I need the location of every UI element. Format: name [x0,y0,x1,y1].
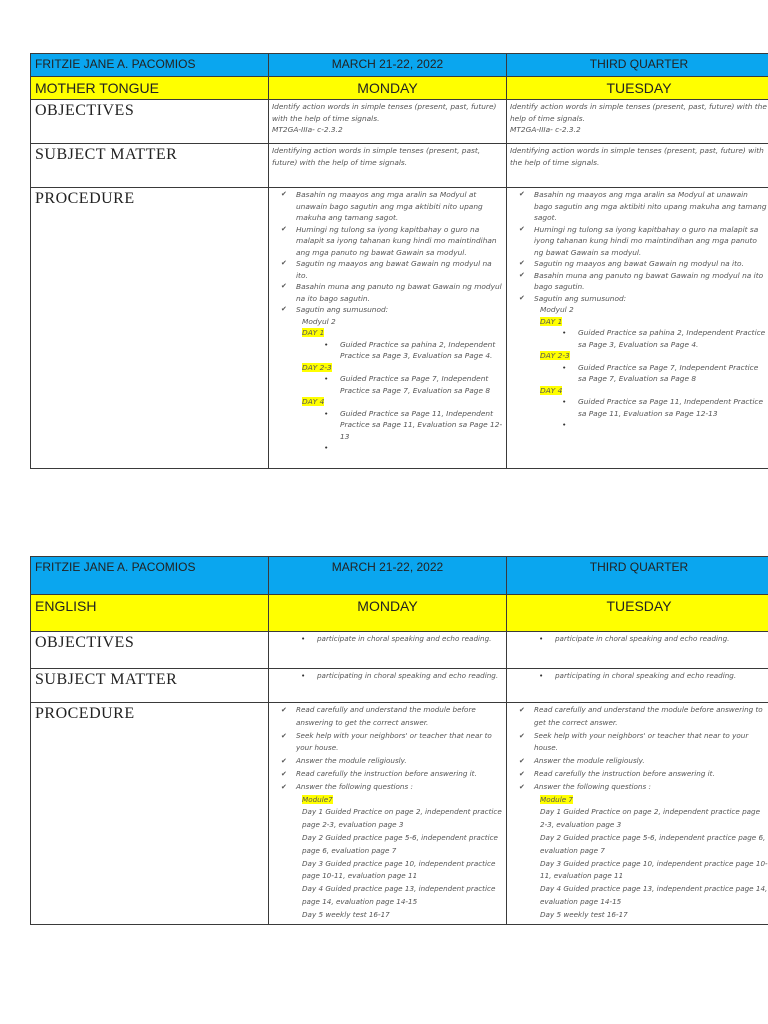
day-tuesday: TUESDAY [507,77,768,100]
subject-matter-item: • participating in choral speaking and echo reading. [543,670,768,683]
day-task: • Guided Practice sa Page 11, Independent Practice sa Page 11, Evaluation sa Page 12-13 [558,396,768,419]
objectives-text: Identify action words in simple tenses (present, past, future) with the help of time signals. [510,102,767,123]
subject-row [31,77,768,100]
subject-matter-row [31,669,768,703]
day-task: • Guided Practice sa Page 7, Independent Practice sa Page 7, Evaluation sa Page 8 [320,373,503,396]
objectives-label: OBJECTIVES [31,632,269,669]
procedure-tuesday [507,188,768,469]
subject-row [31,595,768,632]
checklist-item: ✔ Read carefully the instruction before answering it. [296,768,503,781]
procedure-tuesday [507,703,768,925]
subject-matter-monday [269,669,507,703]
header-row [31,54,768,77]
teacher-name: FRITZIE JANE A. PACOMIOS [31,54,269,77]
day-task: Day 4 Guided practice page 13, independent practice page 14, evaluation page 14-15 [302,884,496,906]
procedure-monday [269,188,507,469]
objective-item: • participate in choral speaking and echo reading. [543,633,768,646]
checklist-item: ✔ Basahin ng maayos ang mga aralin sa Modyul at unawain bago sagutin ang mga aktibiti nito upang makuha ang tamang sagot. [534,189,768,224]
subject-matter-label: SUBJECT MATTER [31,669,269,703]
day-task: Day 3 Guided practice page 10, independent practice page 10-11, evaluation page 11 [540,858,768,881]
objectives-code: MT2GA-IIIa- c-2.3.2 [272,125,343,134]
subject-matter-tuesday: Identifying action words in simple tenses (present, past, future) with the help of time signals. [507,144,768,188]
day-label: DAY 2-3 [302,362,332,372]
date: MARCH 21-22, 2022 [269,54,507,77]
quarter: THIRD QUARTER [507,557,768,595]
checklist-item: ✔ Humingi ng tulong sa iyong kapitbahay o guro na malapit sa iyong tahanan kung hindi mo maintindihan ang mga panuto ng bawat Gawain sa modyul. [296,224,503,259]
quarter: THIRD QUARTER [507,54,768,77]
procedure-checklist [510,189,768,304]
checklist-item: ✔ Sagutin ang sumusunod: [534,293,768,305]
subject-name: MOTHER TONGUE [31,77,269,100]
objectives-row [31,100,768,144]
day-tuesday: TUESDAY [507,595,768,632]
procedure-label: PROCEDURE [31,703,269,925]
procedure-monday [269,703,507,925]
day-task: Day 2 Guided practice page 5-6, independent practice page 6, evaluation page 7 [302,832,498,855]
day-task: Day 1 Guided Practice on page 2, independent practice page 2-3, evaluation page 3 [302,807,502,830]
subject-matter-row [31,144,768,188]
procedure-row [31,703,768,925]
subject-matter-monday: Identifying action words in simple tenses (present, past, future) with the help of time signals. [269,144,507,188]
module-label: Modyul 2 [540,305,574,314]
teacher-name: FRITZIE JANE A. PACOMIOS [31,557,269,595]
checklist-item: ✔ Answer the following questions : [534,781,768,794]
day-monday: MONDAY [269,77,507,100]
objective-item: • participate in choral speaking and echo reading. [305,633,503,646]
checklist-item: ✔ Read carefully the instruction before answering it. [534,768,768,781]
objectives-code: MT2GA-IIIa- c-2.3.2 [510,125,581,134]
day-task: Day 2 Guided practice page 5-6, independent practice page 6, evaluation page 7 [540,832,766,855]
objectives-text: Identify action words in simple tenses (present, past, future) with the help of time signals. [272,102,497,123]
objectives-row [31,632,768,669]
checklist-item: ✔ Answer the module religiously. [296,755,503,768]
day-label: DAY 1 [302,328,325,337]
module-label: Modyul 2 [302,316,336,326]
objectives-monday [269,632,507,669]
objectives-monday [269,100,507,144]
module-label: Module7 [302,794,333,804]
day-label: DAY 4 [302,397,325,406]
objectives-label: OBJECTIVES [31,100,269,144]
day-task: • Guided Practice sa pahina 2, Independent Practice sa Page 3, Evaluation sa Page 4. [320,339,503,362]
day-task: Day 5 weekly test 16-17 [302,909,390,919]
day-task: Day 4 Guided practice page 13, independent practice page 14, evaluation page 14-15 [540,884,768,906]
date: MARCH 21-22, 2022 [269,557,507,595]
procedure-checklist [510,704,768,794]
day-label: DAY 4 [540,385,563,395]
checklist-item: ✔ Answer the module religiously. [534,755,768,768]
checklist-item: ✔ Basahin ng maayos ang mga aralin sa Modyul at unawain bago sagutin ang mga aktibiti nito upang makuha ang tamang sagot. [296,189,503,224]
lesson-plan-mother-tongue [30,53,768,469]
checklist-item: ✔ Read carefully and understand the module before answering to get the correct answer. [296,704,503,730]
checklist-item: ✔ Sagutin ng maayos ang bawat Gawain ng modyul na ito. [296,258,503,281]
day-task: Day 1 Guided Practice on page 2, independent practice page 2-3, evaluation page 3 [540,807,761,830]
checklist-item: ✔ Answer the following questions : [296,781,503,794]
header-row [31,557,768,595]
checklist-item: ✔ Read carefully and understand the module before answering to get the correct answer. [534,704,768,730]
module-label: Module 7 [540,794,573,804]
subject-matter-item: • participating in choral speaking and echo reading. [305,670,503,683]
day-task: • Guided Practice sa Page 11, Independent Practice sa Page 11, Evaluation sa Page 12-13 [320,408,503,443]
day-task: • Guided Practice sa pahina 2, Independent Practice sa Page 3, Evaluation sa Page 4. [558,327,768,350]
checklist-item: ✔ Basahin muna ang panuto ng bawat Gawain ng modyul na ito bago sagutin. [534,270,768,293]
procedure-checklist [272,704,503,794]
procedure-label: PROCEDURE [31,188,269,469]
checklist-item: ✔ Seek help with your neighbors' or teacher that near to your house. [296,730,503,756]
objectives-tuesday [507,632,768,669]
procedure-checklist [272,189,503,316]
checklist-item: ✔ Humingi ng tulong sa iyong kapitbahay o guro na malapit sa iyong tahanan kung hindi mo maintindihan ang mga panuto ng bawat Gawain sa modyul. [534,224,768,259]
objectives-tuesday [507,100,768,144]
lesson-plan-english [30,556,768,925]
procedure-row [31,188,768,469]
checklist-item: ✔ Sagutin ang sumusunod: [296,304,503,316]
subject-matter-label: SUBJECT MATTER [31,144,269,188]
subject-matter-tuesday [507,669,768,703]
subject-name: ENGLISH [31,595,269,632]
checklist-item: ✔ Seek help with your neighbors' or teacher that near to your house. [534,730,768,756]
day-task: Day 3 Guided practice page 10, independent practice page 10-11, evaluation page 11 [302,858,496,881]
day-monday: MONDAY [269,595,507,632]
checklist-item: ✔ Basahin muna ang panuto ng bawat Gawain ng modyul na ito bago sagutin. [296,281,503,304]
checklist-item: ✔ Sagutin ng maayos ang bawat Gawain ng modyul na ito. [534,258,768,270]
day-label: DAY 2-3 [540,351,570,360]
day-label: DAY 1 [540,316,563,326]
day-task: • Guided Practice sa Page 7, Independent Practice sa Page 7, Evaluation sa Page 8 [558,362,768,385]
day-task: Day 5 weekly test 16-17 [540,909,628,919]
